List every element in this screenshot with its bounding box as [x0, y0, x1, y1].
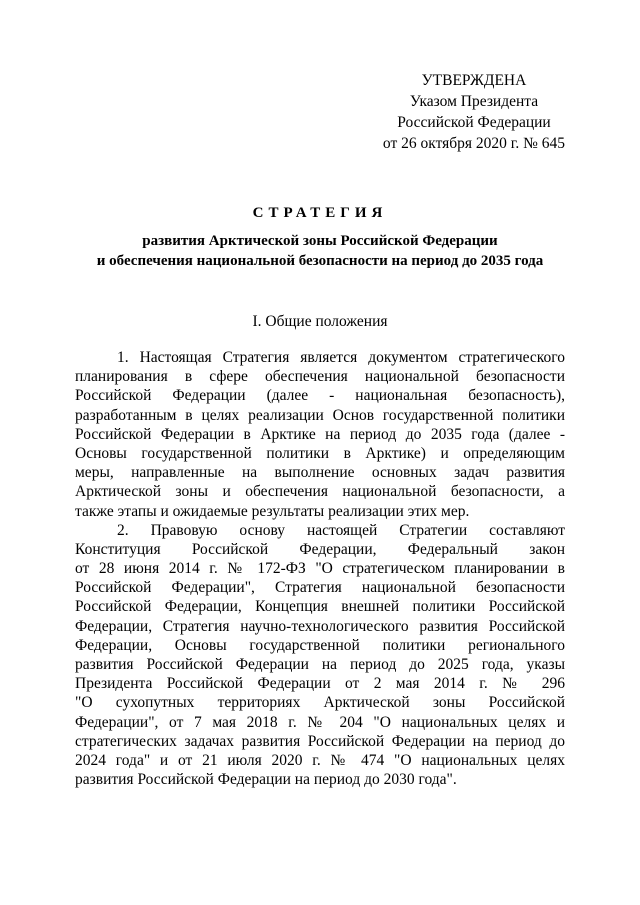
- text-line: "О сухопутных территориях Арктической зоны Российской: [75, 694, 565, 712]
- text-line: Федерации, Стратегия научно-технологического развития Российской: [75, 617, 565, 635]
- text-line: Основы государственной политики в Арктике) и определяющим: [75, 444, 565, 462]
- text-line: Российской Федерации (далее - национальная безопасность),: [75, 387, 565, 405]
- section-heading: I. Общие положения: [252, 313, 388, 330]
- text-line: от 28 июня 2014 г. № 172-ФЗ "О стратегическом планировании в: [75, 560, 565, 578]
- text-line: Российской Федерации, Концепция внешней политики Российской: [75, 598, 565, 616]
- subtitle-line: развития Арктической зоны Российской Федерации: [142, 233, 498, 249]
- text-line: меры, направленные на выполнение основных задач развития: [75, 464, 565, 482]
- approval-date: от 26 октября 2020 г. № 645: [382, 135, 566, 152]
- text-line: планирования в сфере обеспечения национальной безопасности: [75, 368, 565, 386]
- text-line: также этапы и ожидаемые результаты реализации этих мер.: [75, 502, 470, 520]
- text-line: развития Российской Федерации на период до 2025 года, указы: [75, 656, 565, 673]
- approval-authority: Российской Федерации: [397, 114, 551, 131]
- text-line: 1. Настоящая Стратегия является документом стратегического: [117, 349, 565, 366]
- document-title: СТРАТЕГИЯ: [252, 205, 388, 221]
- text-line: развития Российской Федерации на период до 2030 года".: [75, 771, 457, 789]
- text-line: Федерации", от 7 мая 2018 г. № 204 "О национальных целях и: [75, 713, 565, 731]
- text-line: стратегических задачах развития Российской Федерации на период до: [75, 732, 565, 750]
- paragraph-1: [75, 348, 565, 521]
- text-line: Президента Российской Федерации от 2 мая 2014 г. № 296: [75, 675, 565, 693]
- text-line: Федерации, Основы государственной политики регионального: [75, 636, 565, 654]
- paragraph-2: [75, 521, 565, 790]
- text-line: Российской Федерации", Стратегия национальной безопасности: [75, 579, 565, 597]
- text-line: Конституция Российской Федерации, Федеральный закон: [75, 540, 565, 558]
- approval-stamp: [364, 70, 584, 154]
- text-line: Арктической зоны и обеспечения национальной безопасности, а: [75, 483, 565, 501]
- document-subtitle: [40, 231, 600, 271]
- text-line: 2. Правовую основу настоящей Стратегии составляют: [117, 521, 565, 539]
- text-line: 2024 года" и от 21 июля 2020 г. № 474 "О национальных целях: [75, 751, 565, 769]
- subtitle-line: и обеспечения национальной безопасности на период до 2035 года: [96, 253, 544, 269]
- text-line: разработанным в целях реализации Основ государственной политики: [75, 406, 565, 424]
- approval-decree: Указом Президента: [409, 93, 539, 110]
- text-line: Российской Федерации в Арктике на период до 2035 года (далее -: [75, 425, 565, 443]
- body-text: [75, 348, 565, 789]
- approval-status: УТВЕРЖДЕНА: [421, 72, 527, 89]
